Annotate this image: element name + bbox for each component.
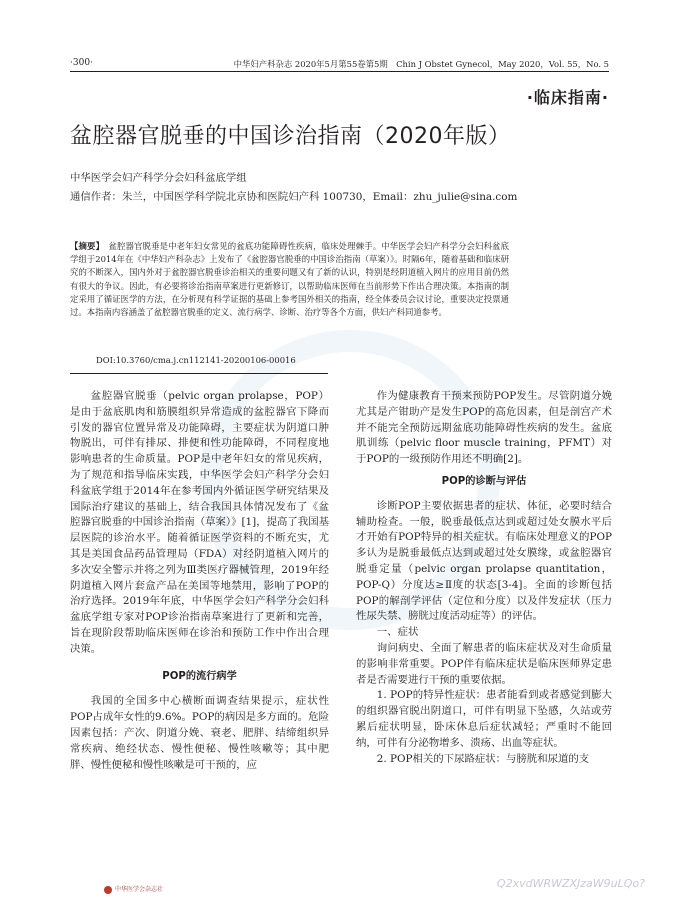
body-paragraph: 1. POP的特异性症状：患者能看到或者感觉到膨大的组织器官脱出阴道口，可伴有明显下坠感，久站或劳累后症状明显，卧床休息后症状减轻；严重时不能回纳，可伴有分泌物增多、溃疡、出血等症状。 <box>356 689 612 749</box>
publisher-name: 中华医学会杂志社 <box>115 886 164 893</box>
article-title: 盆腔器官脱垂的中国诊治指南（2020年版） <box>70 124 511 149</box>
left-column <box>70 389 329 773</box>
section-heading-epidemiology: POP的流行病学 <box>162 670 237 682</box>
body-paragraph: 作为健康教育干预来预防POP发生。尽管阴道分娩尤其是产钳助产是发生POP的高危因素，但是剖宫产术并不能完全预防远期盆底功能障碍性疾病的发生。盆底肌训练（pelvic floor muscle training，PFMT）对于POP的一级预防作用还不明确[2]。 <box>356 390 612 466</box>
abstract-text: 盆腔器官脱垂是中老年妇女常见的盆底功能障碍性疾病，临床处理棘手。中华医学会妇产科学分会妇科盆底学组于2014年在《中华妇产科杂志》上发布了《盆腔器官脱垂的中国诊治指南（草案）》。时隔6年，随着基础和临床研究的不断深入，国内外对于盆腔器官脱垂诊治相关的重要问题又有了新的认识，特别是经阴道植入网片的应用目前仍然有很大的争议。因此，有必要将诊治指南草案进行更新修订，以帮助临床医师在当前形势下作出合理决策。本指南的制定采用了循证医学的方法，在分析现有科学证据的基础上参考国外相关的指南，经全体委员会议讨论，重要决定投票通过。本指南内容涵盖了盆腔器官脱垂的定义、流行病学、诊断、治疗等各个方面，供妇产科同道参考。 <box>70 241 510 318</box>
body-paragraph: 询问病史、全面了解患者的临床症状及对生命质量的影响非常重要。POP伴有临床症状是临床医师界定患者是否需要进行干预的重要依据。 <box>356 641 612 686</box>
body-paragraph: 2. POP相关的下尿路症状：与膀胱和尿道的支 <box>376 752 590 765</box>
journal-running-header: 中华妇产科杂志 2020年5月第55卷第5期 Chin J Obstet Gynecol，May 2020，Vol. 55，No. 5 <box>233 59 609 69</box>
body-paragraph: 盆腔器官脱垂（pelvic organ prolapse，POP）是由于盆底肌肉和筋膜组织异常造成的盆腔器官下降而引发的器官位置异常及功能障碍，主要症状为阴道口肿物脱出，可伴有排尿、排便和性功能障碍，不同程度地影响患者的生命质量。POP是中老年妇女的常见疾病，为了规范和指导临床实践，中华医学会妇产科学分会妇科盆底学组于2014年在参考国内外循证医学研究结果及国际治疗建议的基础上，结合我国具体情况发布了《盆腔器官脱垂的中国诊治指南（草案）》[1]，提高了我国基层医院的诊治水平。随着循证医学资料的不断充实，尤其是美国食品药品管理局（FDA）对经阴道植入网片的多次安全警示并将之列为Ⅲ类医疗器械管理，2019年经阴道植入网片套盒产品在美国等地禁用，影响了POP的治疗选择。2019年年底，中华医学会妇产科学分会妇科盆底学组专家对POP诊治指南草案进行了更新和完善，旨在现阶段帮助临床医师在诊治和预防工作中作出合理决策。 <box>70 390 329 655</box>
abstract-divider <box>70 373 328 374</box>
subsection-heading-symptoms: 一、症状 <box>376 626 419 639</box>
page-number: ·300· <box>70 58 93 68</box>
abstract-label: 【摘要】 <box>70 241 100 251</box>
publisher-emblem-icon <box>104 886 112 894</box>
body-paragraph: 我国的全国多中心横断面调查结果提示，症状性POP占成年女性的9.6%。POP的病因是多方面的。危险因素包括：产次、阴道分娩、衰老、肥胖、结缔组织异常疾病、绝经状态、慢性便秘、慢性咳嗽等；其中肥胖、慢性便秘和慢性咳嗽是可干预的，应 <box>70 695 329 771</box>
body-paragraph: 诊断POP主要依据患者的症状、体征，必要时结合辅助检查。一般，脱垂最低点达到或超过处女膜水平后才开始有POP特异的相关症状。有临床处理意义的POP多认为是脱垂最低点达到或超过处女膜缘，或盆腔器官脱垂定量（pelvic organ prolapse quantitation，POP-Q）分度达≥Ⅱ度的状态[3-4]。全面的诊断包括POP的解剖学评估（定位和分度）以及伴发症状（压力性尿失禁、膀胱过度活动症等）的评估。 <box>356 499 612 623</box>
doi: DOI:10.3760/cma.j.cn112141-20200106-00016 <box>96 355 296 365</box>
abstract <box>70 240 509 319</box>
right-column <box>356 389 612 767</box>
publisher-logo <box>104 884 163 894</box>
column-name: ·临床指南· <box>526 88 609 107</box>
section-heading-diagnosis: POP的诊断与评估 <box>441 475 527 487</box>
corresponding-author: 通信作者：朱兰，中国医学科学院北京协和医院妇产科 100730，Email：zhu_julie@sina.com <box>70 191 518 203</box>
header-divider <box>70 71 609 72</box>
author-group: 中华医学会妇产科学分会妇科盆底学组 <box>70 172 247 184</box>
footer-watermark-code: Q2xvdWRWZXJzaW9uLQo? <box>496 877 645 890</box>
